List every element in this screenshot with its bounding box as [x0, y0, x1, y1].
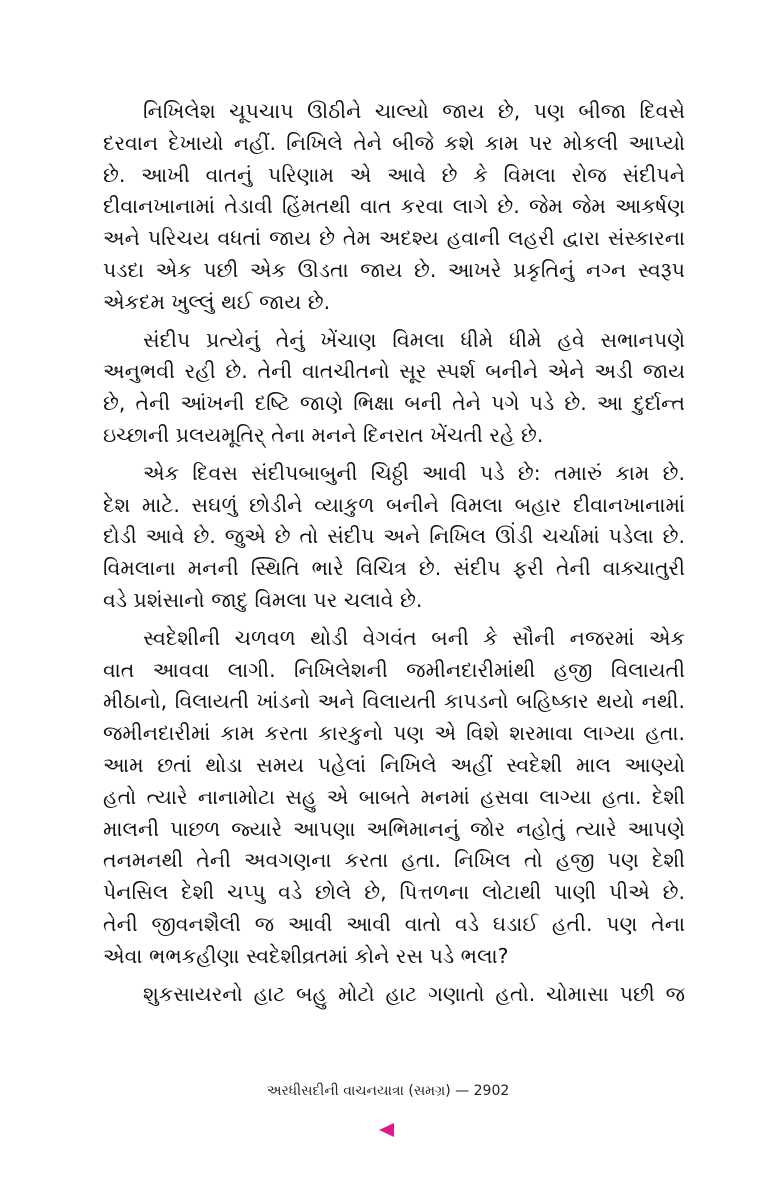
text-line: એક દિવસ સંદીપબાબુની ચિઠ્ઠી આવી પડે છે: તમારું કામ છે.	[143, 460, 685, 485]
text-line: દીવાનખાનામાં તેડાવી હિંમતથી વાત કરવા લાગે છે. જેમ જેમ આકર્ષણ	[103, 194, 685, 219]
text-line: અનુભવી રહી છે. તેની વાતચીતનો સૂર સ્પર્શ બનીને એને અડી જાય	[103, 359, 685, 384]
text-line: વાત આવવા લાગી. નિખિલેશની જમીનદારીમાંથી હજી વિલાયતી	[103, 657, 685, 682]
text-line: છે, તેની આંખની દષ્ટિ જાણે ભિક્ષા બની તેને પગે પડે છે. આ દુર્દાન્ત	[103, 391, 685, 416]
text-line: એકદમ ખુલ્લું થઈ જાય છે.	[103, 289, 331, 314]
text-line: પડદા એક પછી એક ઊડતા જાય છે. આખરે પ્રકૃતિનું નગ્ન સ્વરૂપ	[103, 257, 685, 282]
paragraph	[103, 96, 685, 319]
text-line: દરવાન દેખાયો નહીં. નિખિલે તેને બીજે કશે કામ પર મોકલી આપ્યો	[103, 130, 685, 155]
text-line: સંદીપ પ્રત્યેનું તેનું ખેંચાણ વિમલા ધીમે ધીમે હવે સભાનપણે	[143, 327, 685, 352]
paragraph	[103, 623, 685, 973]
text-line: આમ છતાં થોડા સમય પહેલાં નિખિલે અહીં સ્વદેશી માલ આણ્યો	[103, 752, 685, 777]
paragraph	[103, 325, 685, 452]
text-line: તેની જીવનશૈલી જ આવી આવી વાતો વડે ઘડાઈ હતી. પણ તેના	[103, 911, 685, 936]
text-line: વડે પ્રશંસાનો જાદુ વિમલા પર ચલાવે છે.	[103, 587, 423, 612]
text-line: સ્વદેશીની ચળવળ થોડી વેગવંત બની કે સૌની નજરમાં એક	[143, 625, 685, 650]
page-footer: અરધીસદીની વાચનયાત્રા (સમગ્ર) — 2902	[266, 1083, 510, 1099]
text-line: તનમનથી તેની અવગણના કરતા હતા. નિખિલ તો હજી પણ દેશી	[103, 848, 685, 873]
text-line: જમીનદારીમાં કામ કરતા કારકુનો પણ એ વિશે શરમાવા લાગ્યા હતા.	[103, 721, 685, 746]
text-line: દેશ માટે. સઘળું છોડીને વ્યાકુળ બનીને વિમલા બહાર દીવાનખાનામાં	[103, 492, 685, 517]
text-line: હતો ત્યારે નાનામોટા સહુ એ બાબતે મનમાં હસવા લાગ્યા હતા. દેશી	[103, 784, 685, 809]
text-line: મીઠાનો, વિલાયતી ખાંડનો અને વિલાયતી કાપડનો બહિષ્કાર થયો નથી.	[103, 689, 685, 714]
text-line: એવા ભભકહીણા સ્વદેશીવ્રતમાં કોને રસ પડે ભલા?	[103, 943, 509, 968]
text-line: છે. આખી વાતનું પરિણામ એ આવે છે કે વિમલા રોજ સંદીપને	[103, 162, 685, 187]
text-line: ઇચ્છાની પ્રલયમૂતિર્ તેના મનને દિનરાત ખેંચતી રહે છે.	[103, 422, 544, 447]
text-line: નિખિલેશ ચૂપચાપ ઊઠીને ચાલ્યો જાય છે, પણ બીજા દિવસે	[143, 99, 685, 123]
text-line: અને પરિચય વધતાં જાય છે તેમ અદશ્ય હવાની લહરી દ્વારા સંસ્કારના	[103, 226, 685, 251]
text-line: માલની પાછળ જ્યારે આપણા અભિમાનનું જોર નહોતું ત્યારે આપણે	[103, 816, 685, 841]
paragraph	[103, 979, 685, 1011]
text-line: વિમલાના મનની સ્થિતિ ભારે વિચિત્ર છે. સંદીપ ફરી તેની વાક્ચાતુરી	[103, 556, 685, 581]
paragraph	[103, 458, 685, 617]
text-line: શુકસાયરનો હાટ બહુ મોટો હાટ ગણાતો હતો. ચોમાસા પછી જ	[143, 981, 685, 1006]
text-line: પેનસિલ દેશી ચપ્પુ વડે છોલે છે, પિત્તળના લોટાથી પાણી પીએ છે.	[103, 880, 685, 905]
body-text	[103, 96, 685, 1016]
text-line: દોડી આવે છે. જુએ છે તો સંદીપ અને નિખિલ ઊંડી ચર્ચામાં પડેલા છે.	[103, 524, 685, 549]
previous-page-arrow-icon[interactable]	[379, 1123, 394, 1137]
